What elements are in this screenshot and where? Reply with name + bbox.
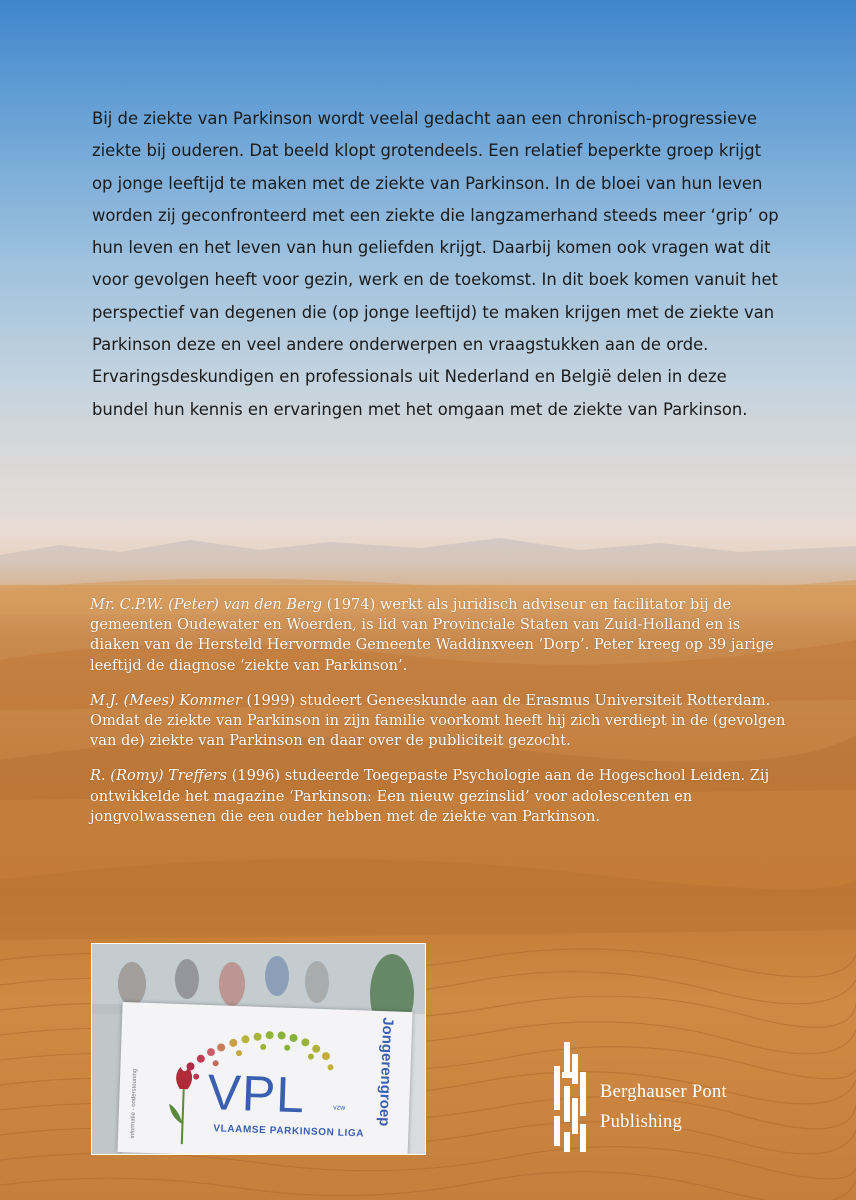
vpl-subtitle: VLAAMSE PARKINSON LIGA — [213, 1123, 365, 1140]
publisher-name-line1: Berghauser Pont — [600, 1082, 727, 1102]
vpl-group-label: Jongerengroep — [375, 1016, 397, 1127]
publisher-name-line2: Publishing — [600, 1112, 683, 1132]
vpl-tagline: informatie - ondersteuning — [129, 1068, 139, 1139]
author-bio — [90, 766, 790, 827]
publisher-block — [550, 1042, 790, 1152]
author-name: Mr. C.P.W. (Peter) van den Berg — [90, 596, 323, 613]
author-bio — [90, 595, 790, 676]
author-name: R. (Romy) Treffers — [90, 767, 227, 785]
author-bio-text: (1974) werkt als juridisch adviseur en facilitator bij de gemeenten Oudewater en Woerden, is lid van Provinciale Staten van Zuid-Holland en is diaken van de Hersteld Hervormde Gemeente Waddinxveen ‘Dorp’. Peter kreeg op 39 jarige leeftijd de diagnose ‘ziekte van Parkinson’. — [90, 596, 774, 674]
author-bio-text: (1999) studeert Geneeskunde aan de Erasmus Universiteit Rotterdam. Omdat de ziekte van Parkinson in zijn familie voorkomt heeft hij zich verdiept in de (gevolgen van de) ziekte van Parkinson en daar over de publiciteit gezocht. — [90, 691, 786, 750]
vpl-card — [117, 1002, 412, 1155]
author-bio — [90, 691, 790, 752]
vpl-vzw-label: vzw — [333, 1104, 346, 1112]
author-name: M.J. (Mees) Kommer — [90, 691, 242, 709]
vpl-photo — [91, 943, 426, 1155]
author-bios — [90, 595, 790, 842]
back-cover-blurb: Bij de ziekte van Parkinson wordt veelal gedacht aan een chronisch-progressieve ziekte bij ouderen. Dat beeld klopt grotendeels. Een relatief beperkte groep krijgt op jonge leeftijd te maken met de ziekte van Parkinson. In de bloei van hun leven worden zij geconfronteerd met een ziekte die langzamerhand steeds meer ‘grip’ op hun leven en het leven van hun geliefden krijgt. Daarbij komen ook vragen wat dit voor gevolgen heeft voor gezin, werk en de toekomst. In dit boek komen vanuit het perspectief van degenen die (op jonge leeftijd) te maken krijgen met de ziekte van Parkinson deze en veel andere onderwerpen en vraagstukken aan de orde. Ervaringsdeskundigen en professionals uit Nederland en België delen in deze bundel hun kennis en ervaringen met het omgaan met de ziekte van Parkinson. — [92, 109, 779, 419]
vpl-logo-text: VPL — [206, 1064, 307, 1124]
publisher-logo-icon — [550, 1042, 594, 1152]
author-bio-text: (1996) studeerde Toegepaste Psychologie aan de Hogeschool Leiden. Zij ontwikkelde het magazine ‘Parkinson: Een nieuw gezinslid’ voor adolescenten en jongvolwassenen die een ouder hebben met de ziekte van Parkinson. — [90, 767, 770, 825]
